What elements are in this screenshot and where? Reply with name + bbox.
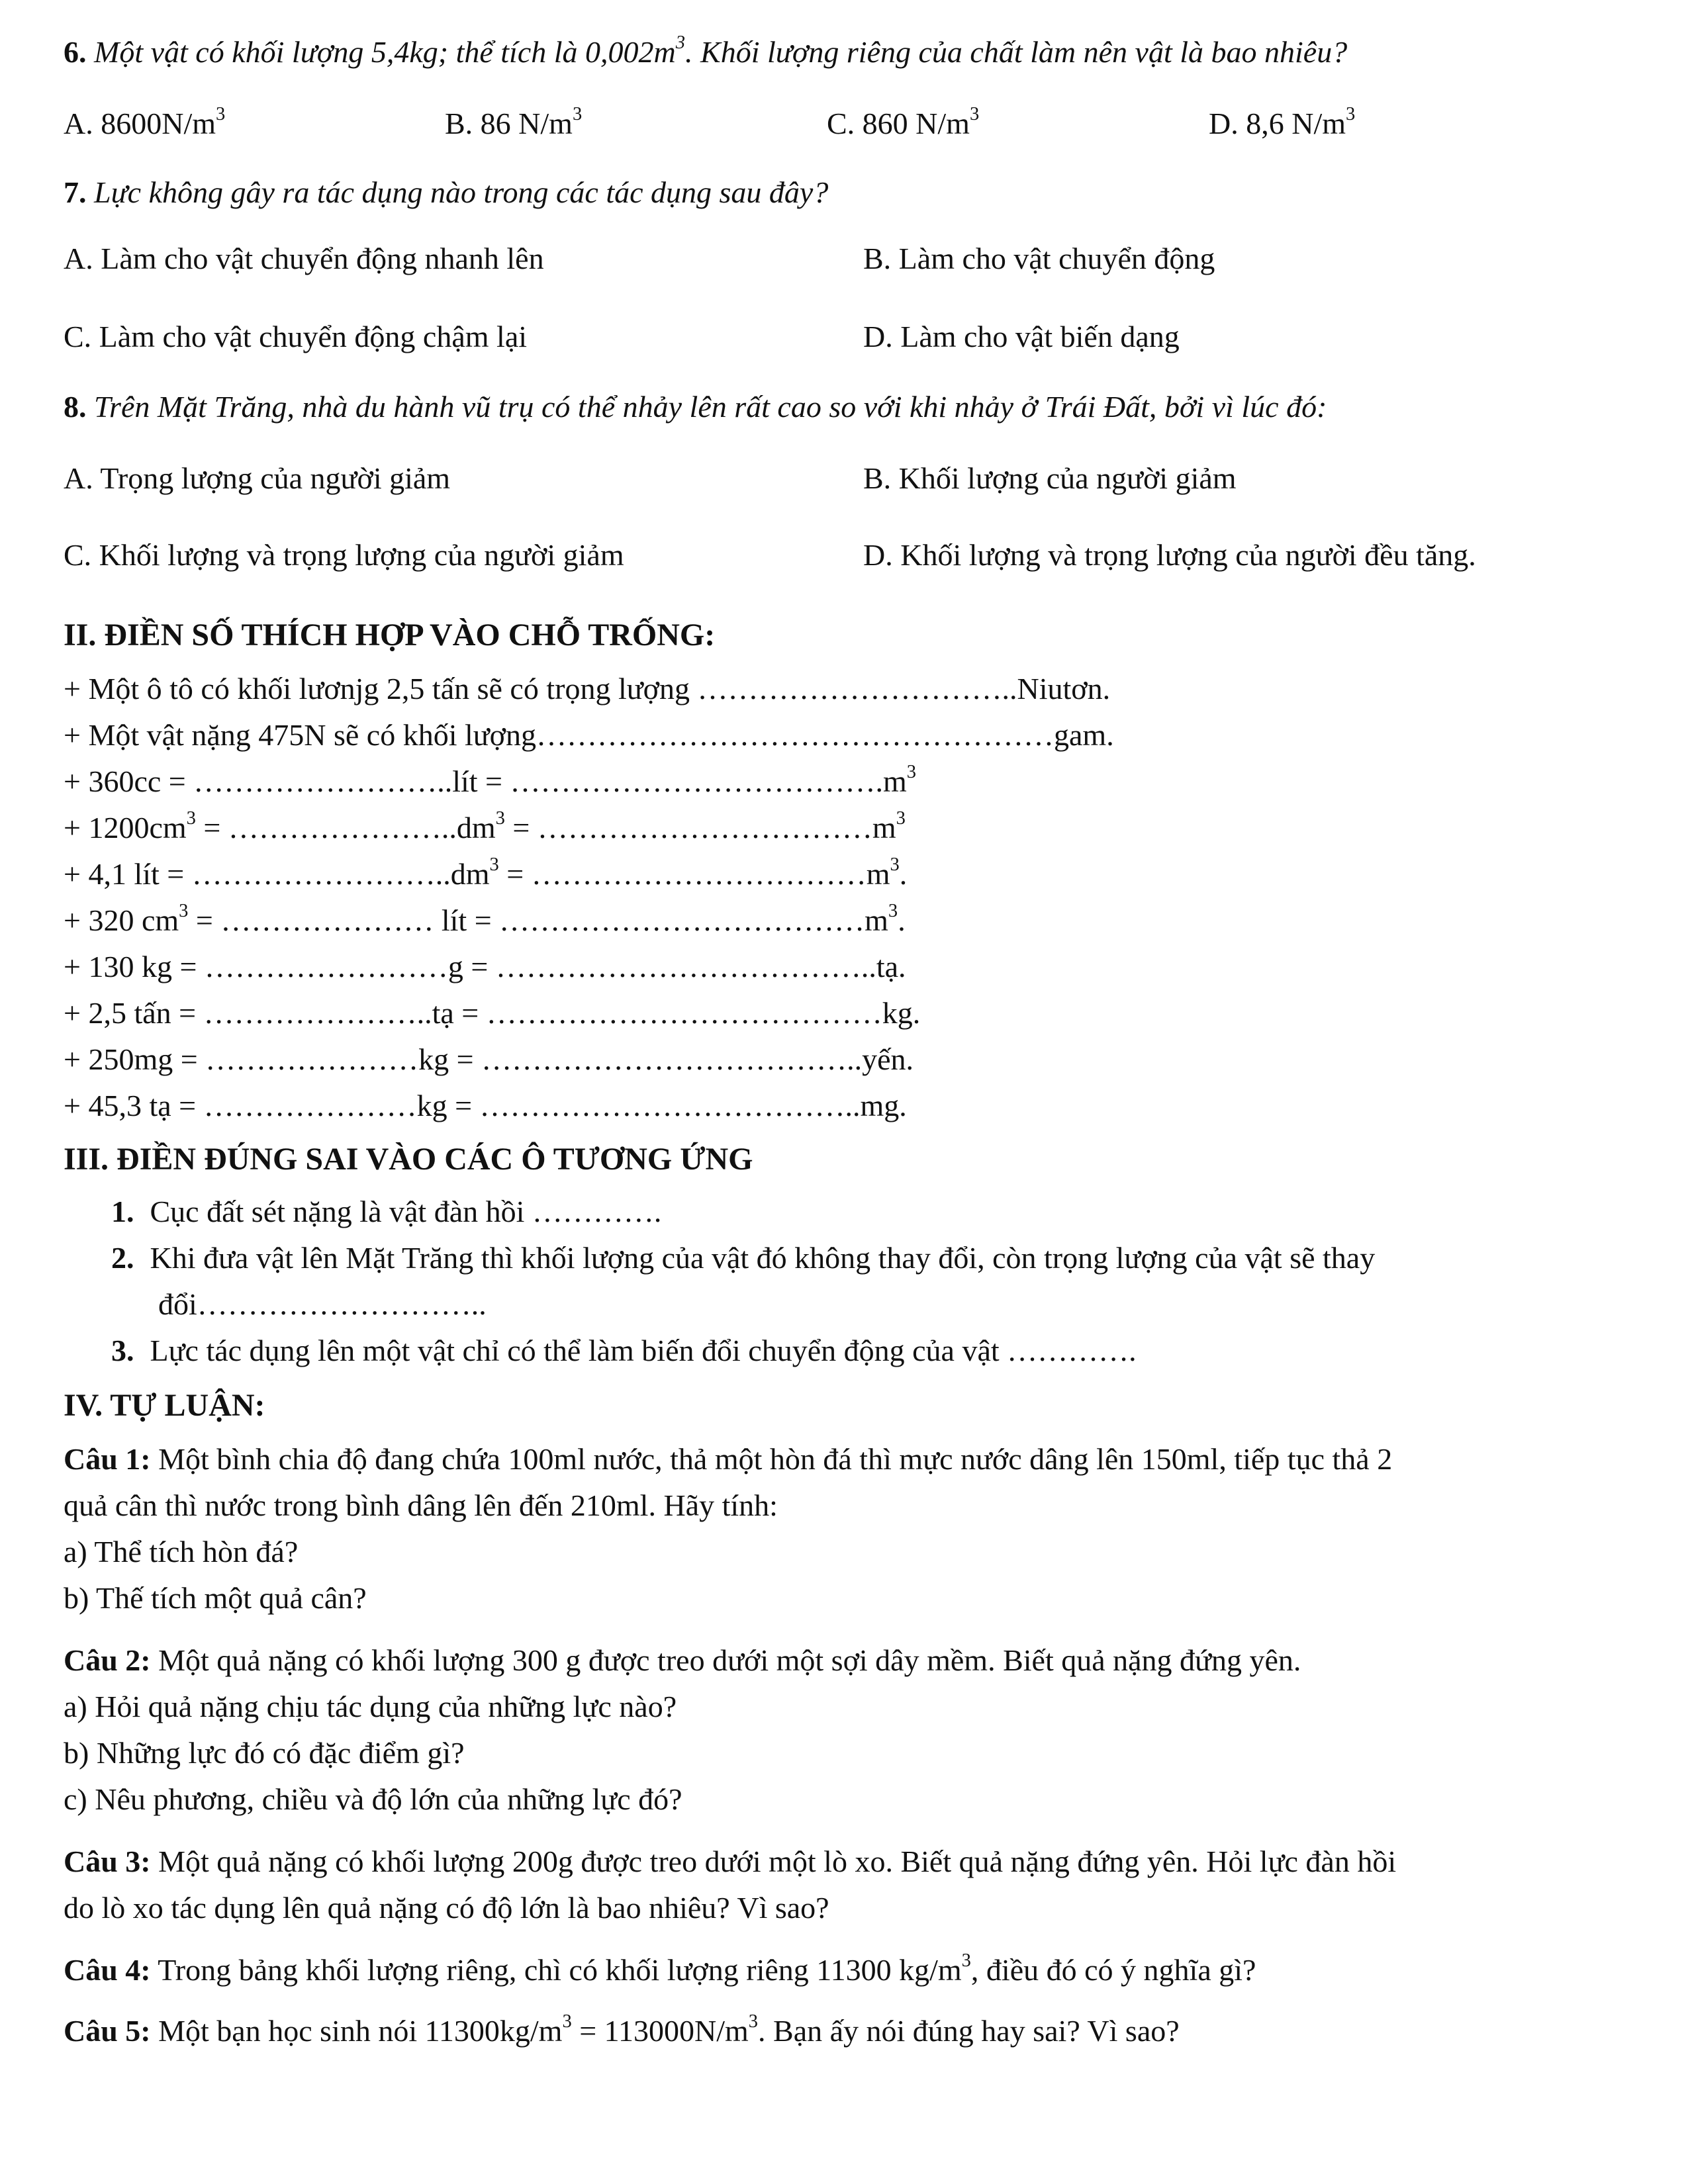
question-7-number: 7. (64, 175, 87, 209)
fill-row-3: + 4,1 lít = $\dots\dots\dots\dots\dots\dots\dots\dots..dm^3$ = $\dots\dots\dots\dots\dots\dots\dots\dots\dots\dots\dots m^3$. (64, 854, 908, 891)
fill-line-1: + Một ô tô có khối lươnjg 2,5 tấn sẽ có trọng lượng …………………………..Niutơn. (64, 672, 1111, 705)
question-8-text: Trên Mặt Trăng, nhà du hành vũ trụ có thể nhảy lên rất cao so với khi nhảy ở Trái Đất, bởi vì lúc đó: (86, 390, 1327, 424)
question-8-option-c: C. Khối lượng và trọng lượng của người giảm (64, 538, 624, 572)
question-8-option-d: D. Khối lượng và trọng lượng của người đều tăng. (863, 538, 1476, 572)
section-3-heading: III. ĐIỀN ĐÚNG SAI VÀO CÁC Ô TƯƠNG ỨNG (64, 1142, 753, 1177)
question-7-option-b: B. Làm cho vật chuyển động (863, 242, 1215, 275)
fill-row-2: + $1200cm^3$ = $\dots\dots\dots\dots\dots\dots\dots..dm^3$ = $\dots\dots\dots\dots\dots\dots\dots\dots\dots\dots\dots m^3$ (64, 808, 906, 844)
tf-item-2: 2. Khi đưa vật lên Mặt Trăng thì khối lượng của vật đó không thay đổi, còn trọng lượng của vật sẽ thay (111, 1241, 1376, 1275)
question-7-text: Lực không gây ra tác dụng nào trong các tác dụng sau đây? (86, 175, 829, 209)
essay-q2-part-a: a) Hỏi quả nặng chịu tác dụng của những lực nào? (64, 1690, 677, 1723)
question-8-option-a: A. Trọng lượng của người giảm (64, 461, 451, 495)
question-7-option-a: A. Làm cho vật chuyển động nhanh lên (64, 242, 544, 275)
fill-row-6: + 2,5 tấn = …………………..tạ = …………………………………kg. (64, 996, 921, 1030)
essay-q1-part-b: b) Thế tích một quả cân? (64, 1581, 367, 1615)
fill-row-5: + 130 kg = ……………………g = ………………………………..tạ. (64, 950, 906, 983)
question-6-sup: 3 (675, 32, 686, 54)
tf-item-3: 3. Lực tác dụng lên một vật chỉ có thể làm biến đổi chuyển động của vật …………. (111, 1334, 1137, 1367)
fill-row-8: + 45,3 tạ = …………………kg = ………………………………..mg. (64, 1089, 907, 1122)
essay-q2-part-b: b) Những lực đó có đặc điểm gì? (64, 1736, 465, 1770)
question-6-number: 6. (64, 35, 87, 69)
question-7-option-d: D. Làm cho vật biến dạng (863, 320, 1180, 353)
tf-item-1: 1. Cục đất sét nặng là vật đàn hồi …………. (111, 1195, 662, 1228)
question-6-text-a: Một vật có khối lượng 5,4kg; thể tích là 0,002m (86, 35, 676, 69)
fill-row-7: + 250mg = …………………kg = ………………………………..yến. (64, 1042, 914, 1076)
question-6-option-b: B. 86 $N/m^3$ (445, 104, 583, 140)
question-8-number: 8. (64, 390, 87, 424)
section-2-heading: II. ĐIỀN SỐ THÍCH HỢP VÀO CHỖ TRỐNG: (64, 617, 716, 653)
fill-row-4: + 320 $cm^3$ = ………………… lít = $\dots\dots\dots\dots\dots\dots\dots\dots\dots\dots\dots\dots m^3$. (64, 901, 906, 937)
essay-q1-line-2: quả cân thì nước trong bình dâng lên đến 210ml. Hãy tính: (64, 1488, 778, 1522)
question-8-option-b: B. Khối lượng của người giảm (863, 461, 1237, 495)
question-6-option-c: C. 860 $N/m^3$ (827, 104, 980, 140)
essay-q2-line-1: Câu 2: Một quả nặng có khối lượng 300 g được treo dưới một sợi dây mềm. Biết quả nặng đứng yên. (64, 1643, 1301, 1677)
question-6-option-a: A. $8600N/m^3$ (64, 104, 226, 140)
essay-q1-part-a: a) Thể tích hòn đá? (64, 1535, 299, 1569)
essay-q3-line-2: do lò xo tác dụng lên quả nặng có độ lớn là bao nhiêu? Vì sao? (64, 1891, 829, 1925)
essay-q4: Câu 4: Trong bảng khối lượng riêng, chì có khối lượng riêng 11300 $kg/m^3$, điều đó có ý nghĩa gì? (64, 1950, 1256, 1987)
essay-q1-line-1: Câu 1: Một bình chia độ đang chứa 100ml nước, thả một hòn đá thì mực nước dâng lên 150ml, tiếp tục thả 2 (64, 1442, 1393, 1476)
question-6-text-b: . Khối lượng riêng của chất làm nên vật là bao nhiêu? (685, 35, 1348, 69)
question-8 (64, 388, 1327, 426)
question-7 (64, 173, 828, 212)
fill-row-1: + 360cc = ……………………..lít = $\dots\dots\dots\dots\dots\dots\dots\dots\dots\dots\dots\dots.m^3$ (64, 762, 917, 798)
essay-q5: Câu 5: Một bạn học sinh nói $11300kg/m^3 = 113000N/m^3$. Bạn ấy nói đúng hay sai? Vì sao? (64, 2011, 1180, 2048)
essay-q2-part-c: c) Nêu phương, chiều và độ lớn của những lực đó? (64, 1782, 682, 1816)
fill-line-2: + Một vật nặng 475N sẽ có khối lượng……………………………………………gam. (64, 718, 1114, 752)
question-6 (64, 33, 1347, 71)
tf-item-2-continued: đổi……………………….. (158, 1287, 487, 1321)
section-4-heading: IV. TỰ LUẬN: (64, 1388, 265, 1423)
essay-q3-line-1: Câu 3: Một quả nặng có khối lượng 200g được treo dưới một lò xo. Biết quả nặng đứng yên. Hỏi lực đàn hồi (64, 1844, 1397, 1878)
question-7-option-c: C. Làm cho vật chuyển động chậm lại (64, 320, 528, 353)
question-6-option-d: D. 8,6 $N/m^3$ (1209, 104, 1356, 140)
